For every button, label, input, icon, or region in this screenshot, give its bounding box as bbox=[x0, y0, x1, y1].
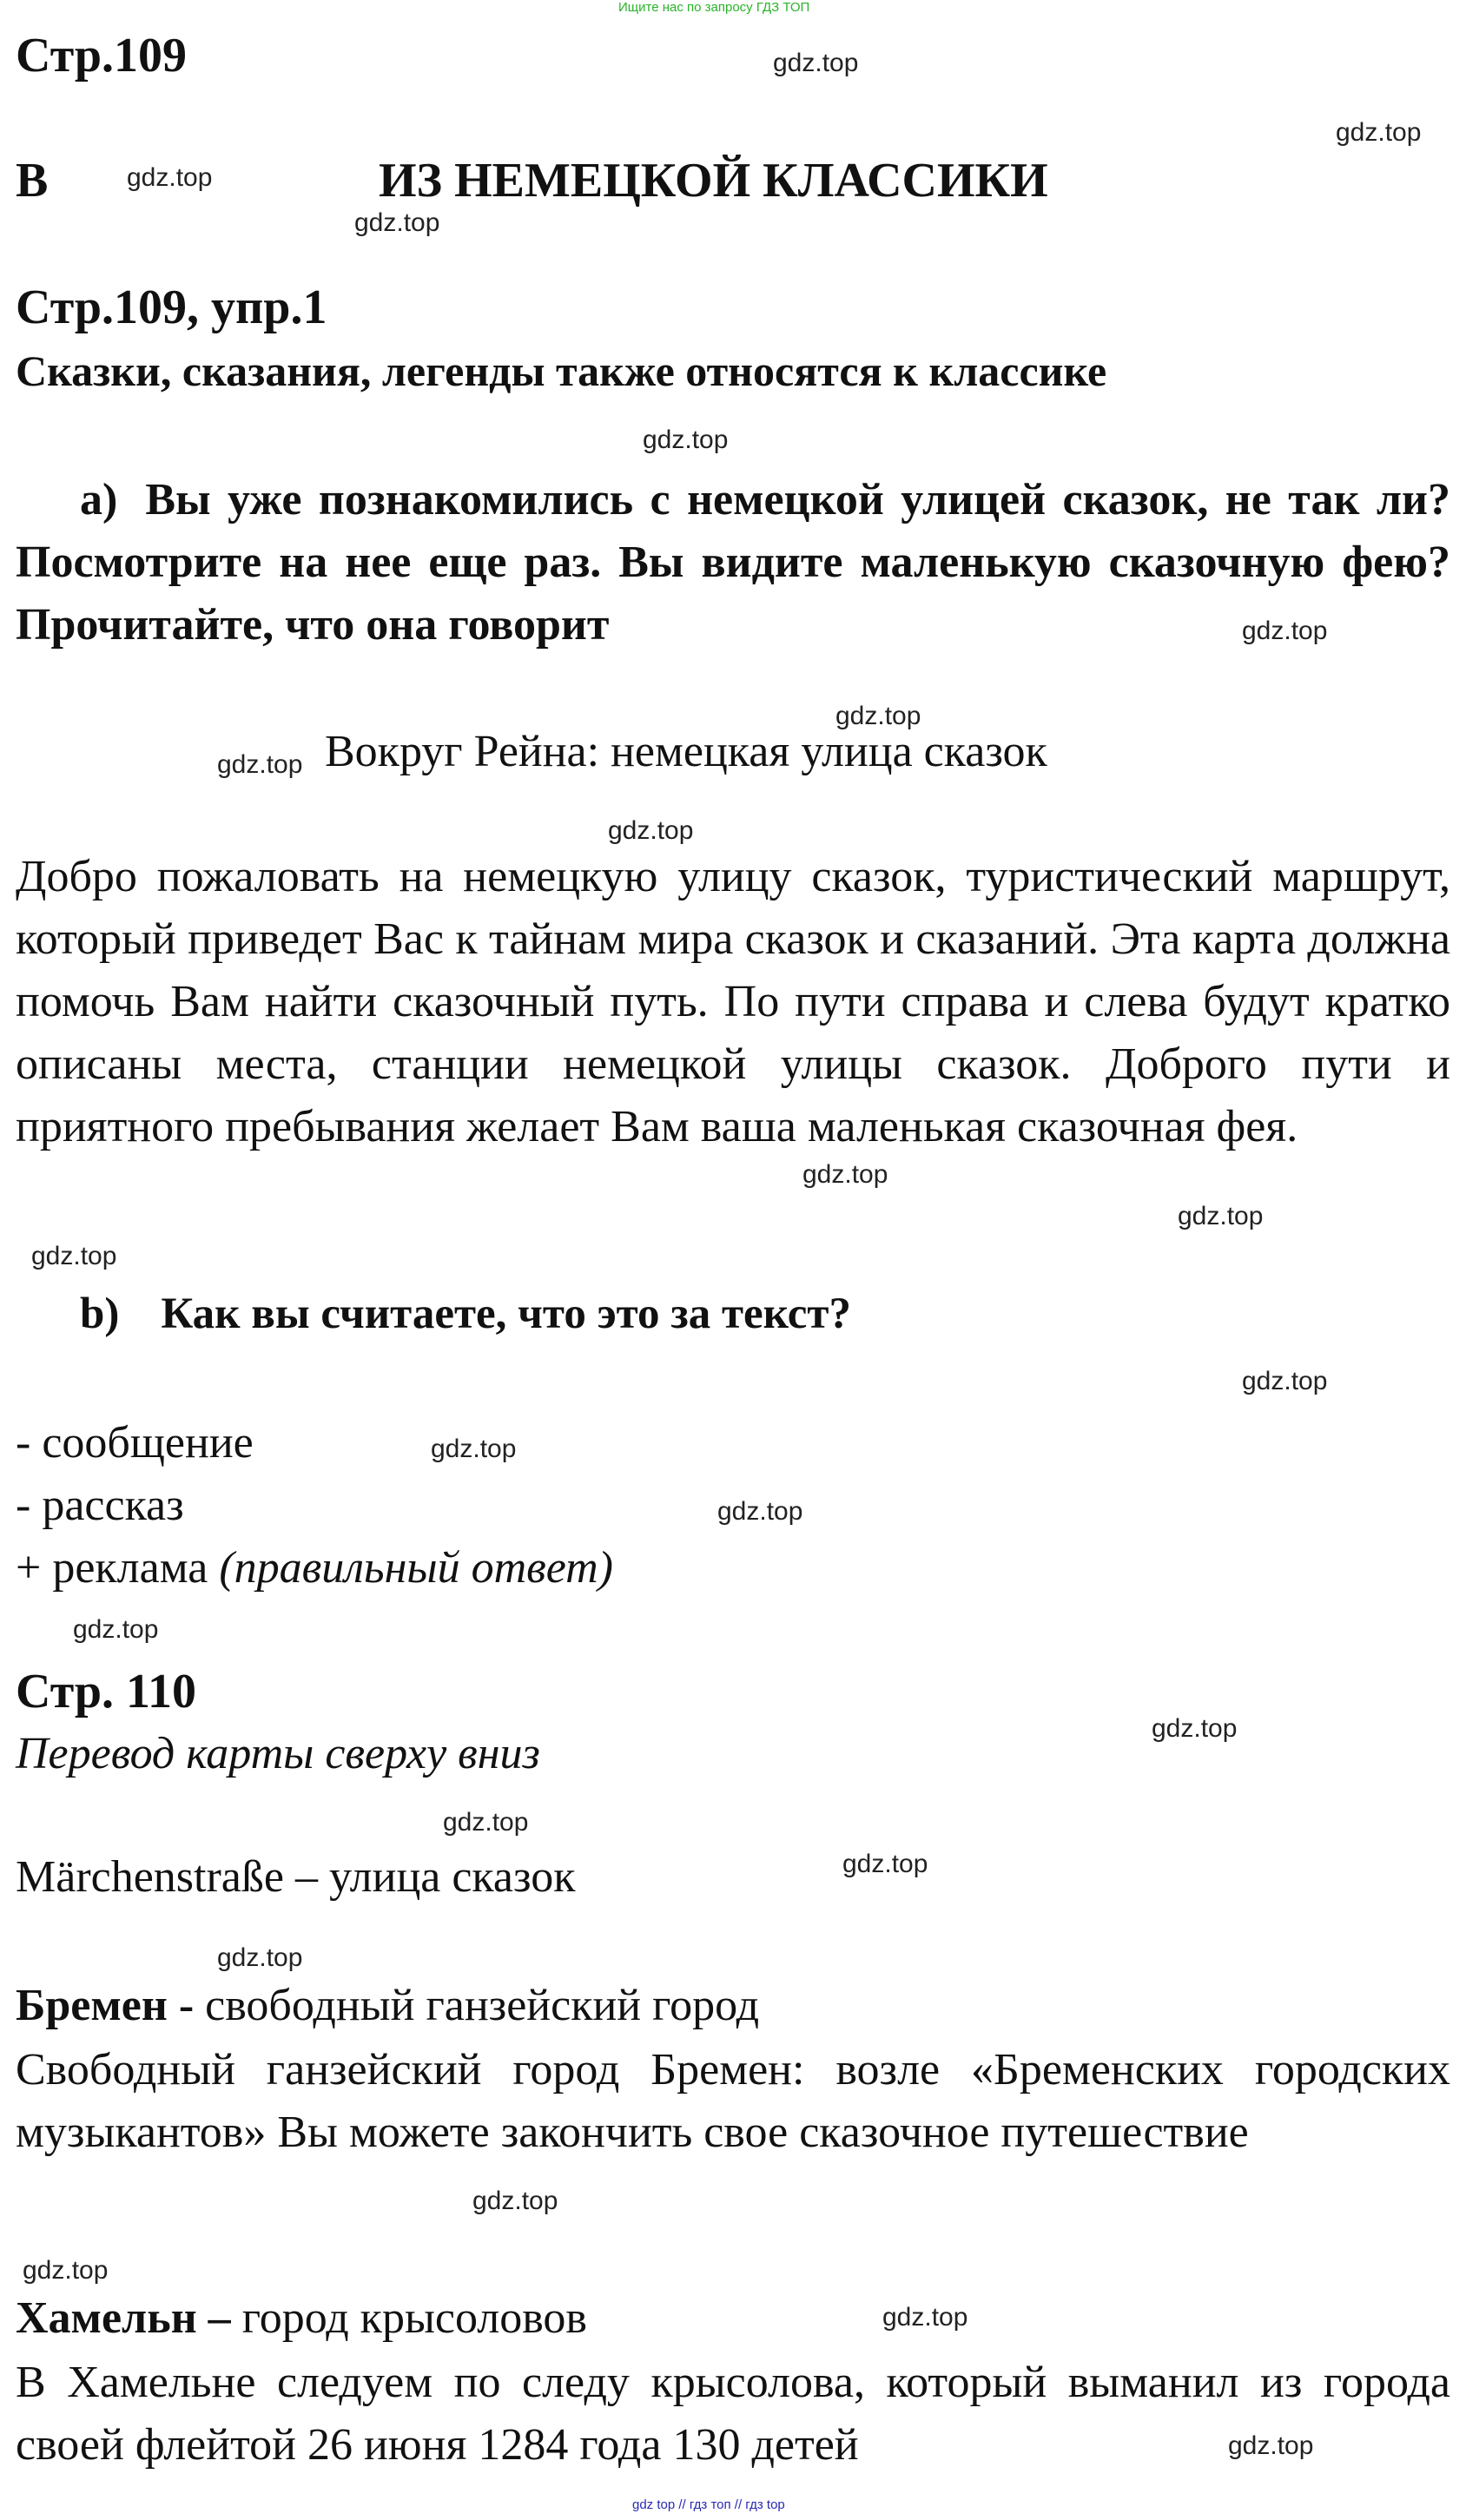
watermark: gdz.top bbox=[73, 1615, 159, 1644]
page110-title: Стр. 110 bbox=[16, 1665, 196, 1718]
option-item bbox=[16, 1480, 184, 1531]
option-text: реклама bbox=[52, 1543, 208, 1593]
watermark: gdz.top bbox=[443, 1808, 529, 1837]
bremen-heading bbox=[16, 1980, 759, 2031]
watermark: gdz.top bbox=[835, 702, 921, 730]
watermark: gdz.top bbox=[802, 1160, 888, 1189]
option-text: рассказ bbox=[42, 1481, 184, 1530]
task-b bbox=[80, 1289, 851, 1339]
watermark: gdz.top bbox=[1336, 118, 1422, 147]
section-title: ИЗ НЕМЕЦКОЙ КЛАССИКИ bbox=[379, 154, 1048, 208]
watermark: gdz.top bbox=[1152, 1714, 1238, 1743]
watermark: gdz.top bbox=[472, 2187, 558, 2215]
watermark: gdz.top bbox=[608, 816, 694, 845]
page110-subtitle: Перевод карты сверху вниз bbox=[16, 1729, 540, 1778]
watermark: gdz.top bbox=[127, 163, 213, 192]
watermark: gdz.top bbox=[431, 1435, 517, 1463]
task-a-text: Вы уже познакомились с немецкой улицей сказок, не так ли? Посмотрите на нее еще раз. Вы видите маленькую сказочную фею? Прочитайте, что она говорит bbox=[16, 475, 1450, 650]
exercise-ref: Стр.109, упр.1 bbox=[16, 280, 327, 334]
option-item bbox=[16, 1542, 613, 1593]
street-translation: Märchenstraße – улица сказок bbox=[16, 1852, 576, 1902]
option-item bbox=[16, 1417, 254, 1468]
watermark: gdz.top bbox=[1242, 617, 1328, 645]
watermark: gdz.top bbox=[1242, 1367, 1328, 1395]
watermark: gdz.top bbox=[842, 1850, 928, 1878]
correct-answer-note: (правильный ответ) bbox=[219, 1543, 613, 1593]
hameln-heading bbox=[16, 2292, 587, 2344]
watermark: gdz.top bbox=[717, 1497, 803, 1526]
task-a-label: a) bbox=[80, 475, 118, 524]
bottom-banner: gdz top // гдз топ // гдз top bbox=[632, 2497, 785, 2512]
option-marker: - bbox=[16, 1481, 31, 1530]
translation-title: Вокруг Рейна: немецкая улица сказок bbox=[325, 727, 1047, 776]
top-banner: Ищите нас по запросу ГДЗ ТОП bbox=[618, 0, 810, 15]
option-marker: - bbox=[16, 1418, 31, 1468]
task-a bbox=[16, 469, 1450, 656]
hameln-text: В Хамельне следуем по следу крысолова, который выманил из города своей флейтой 26 июня 1284 года 130 детей bbox=[16, 2358, 1450, 2470]
watermark: gdz.top bbox=[773, 49, 859, 77]
exercise-heading: Сказки, сказания, легенды также относятся к классике bbox=[16, 346, 1107, 395]
watermark: gdz.top bbox=[217, 750, 303, 779]
watermark: gdz.top bbox=[1178, 1202, 1264, 1230]
bremen-text: Свободный ганзейский город Бремен: возле «Бременских городских музыкантов» Вы можете закончить свое сказочное путешествие bbox=[16, 2045, 1450, 2157]
task-b-label: b) bbox=[80, 1290, 120, 1338]
watermark: gdz.top bbox=[354, 208, 440, 237]
bremen-desc: свободный ганзейский город bbox=[205, 1981, 760, 2030]
option-marker: + bbox=[16, 1543, 42, 1593]
option-text: сообщение bbox=[42, 1418, 254, 1468]
watermark: gdz.top bbox=[23, 2256, 109, 2285]
bremen-name: Бремен - bbox=[16, 1981, 195, 2030]
watermark: gdz.top bbox=[882, 2303, 968, 2332]
watermark: gdz.top bbox=[31, 1242, 117, 1270]
translation-paragraph: Добро пожаловать на немецкую улицу сказок, туристический маршрут, который приведет Вас к тайнам мира сказок и сказаний. Эта карта должна помочь Вам найти сказочный путь. По пути справа и слева будут кратко описаны места, станции немецкой улицы сказок. Доброго пути и приятного пребывания желает Вам ваша маленькая сказочная фея. bbox=[16, 852, 1450, 1151]
hameln-desc: город крысоловов bbox=[241, 2293, 587, 2343]
watermark: gdz.top bbox=[643, 425, 729, 454]
task-b-text: Как вы считаете, что это за текст? bbox=[161, 1290, 851, 1338]
watermark: gdz.top bbox=[217, 1943, 303, 1972]
page-title: Стр.109 bbox=[16, 29, 188, 82]
hameln-name: Хамельн – bbox=[16, 2293, 231, 2343]
section-letter: B bbox=[16, 154, 49, 208]
watermark: gdz.top bbox=[1228, 2431, 1314, 2460]
